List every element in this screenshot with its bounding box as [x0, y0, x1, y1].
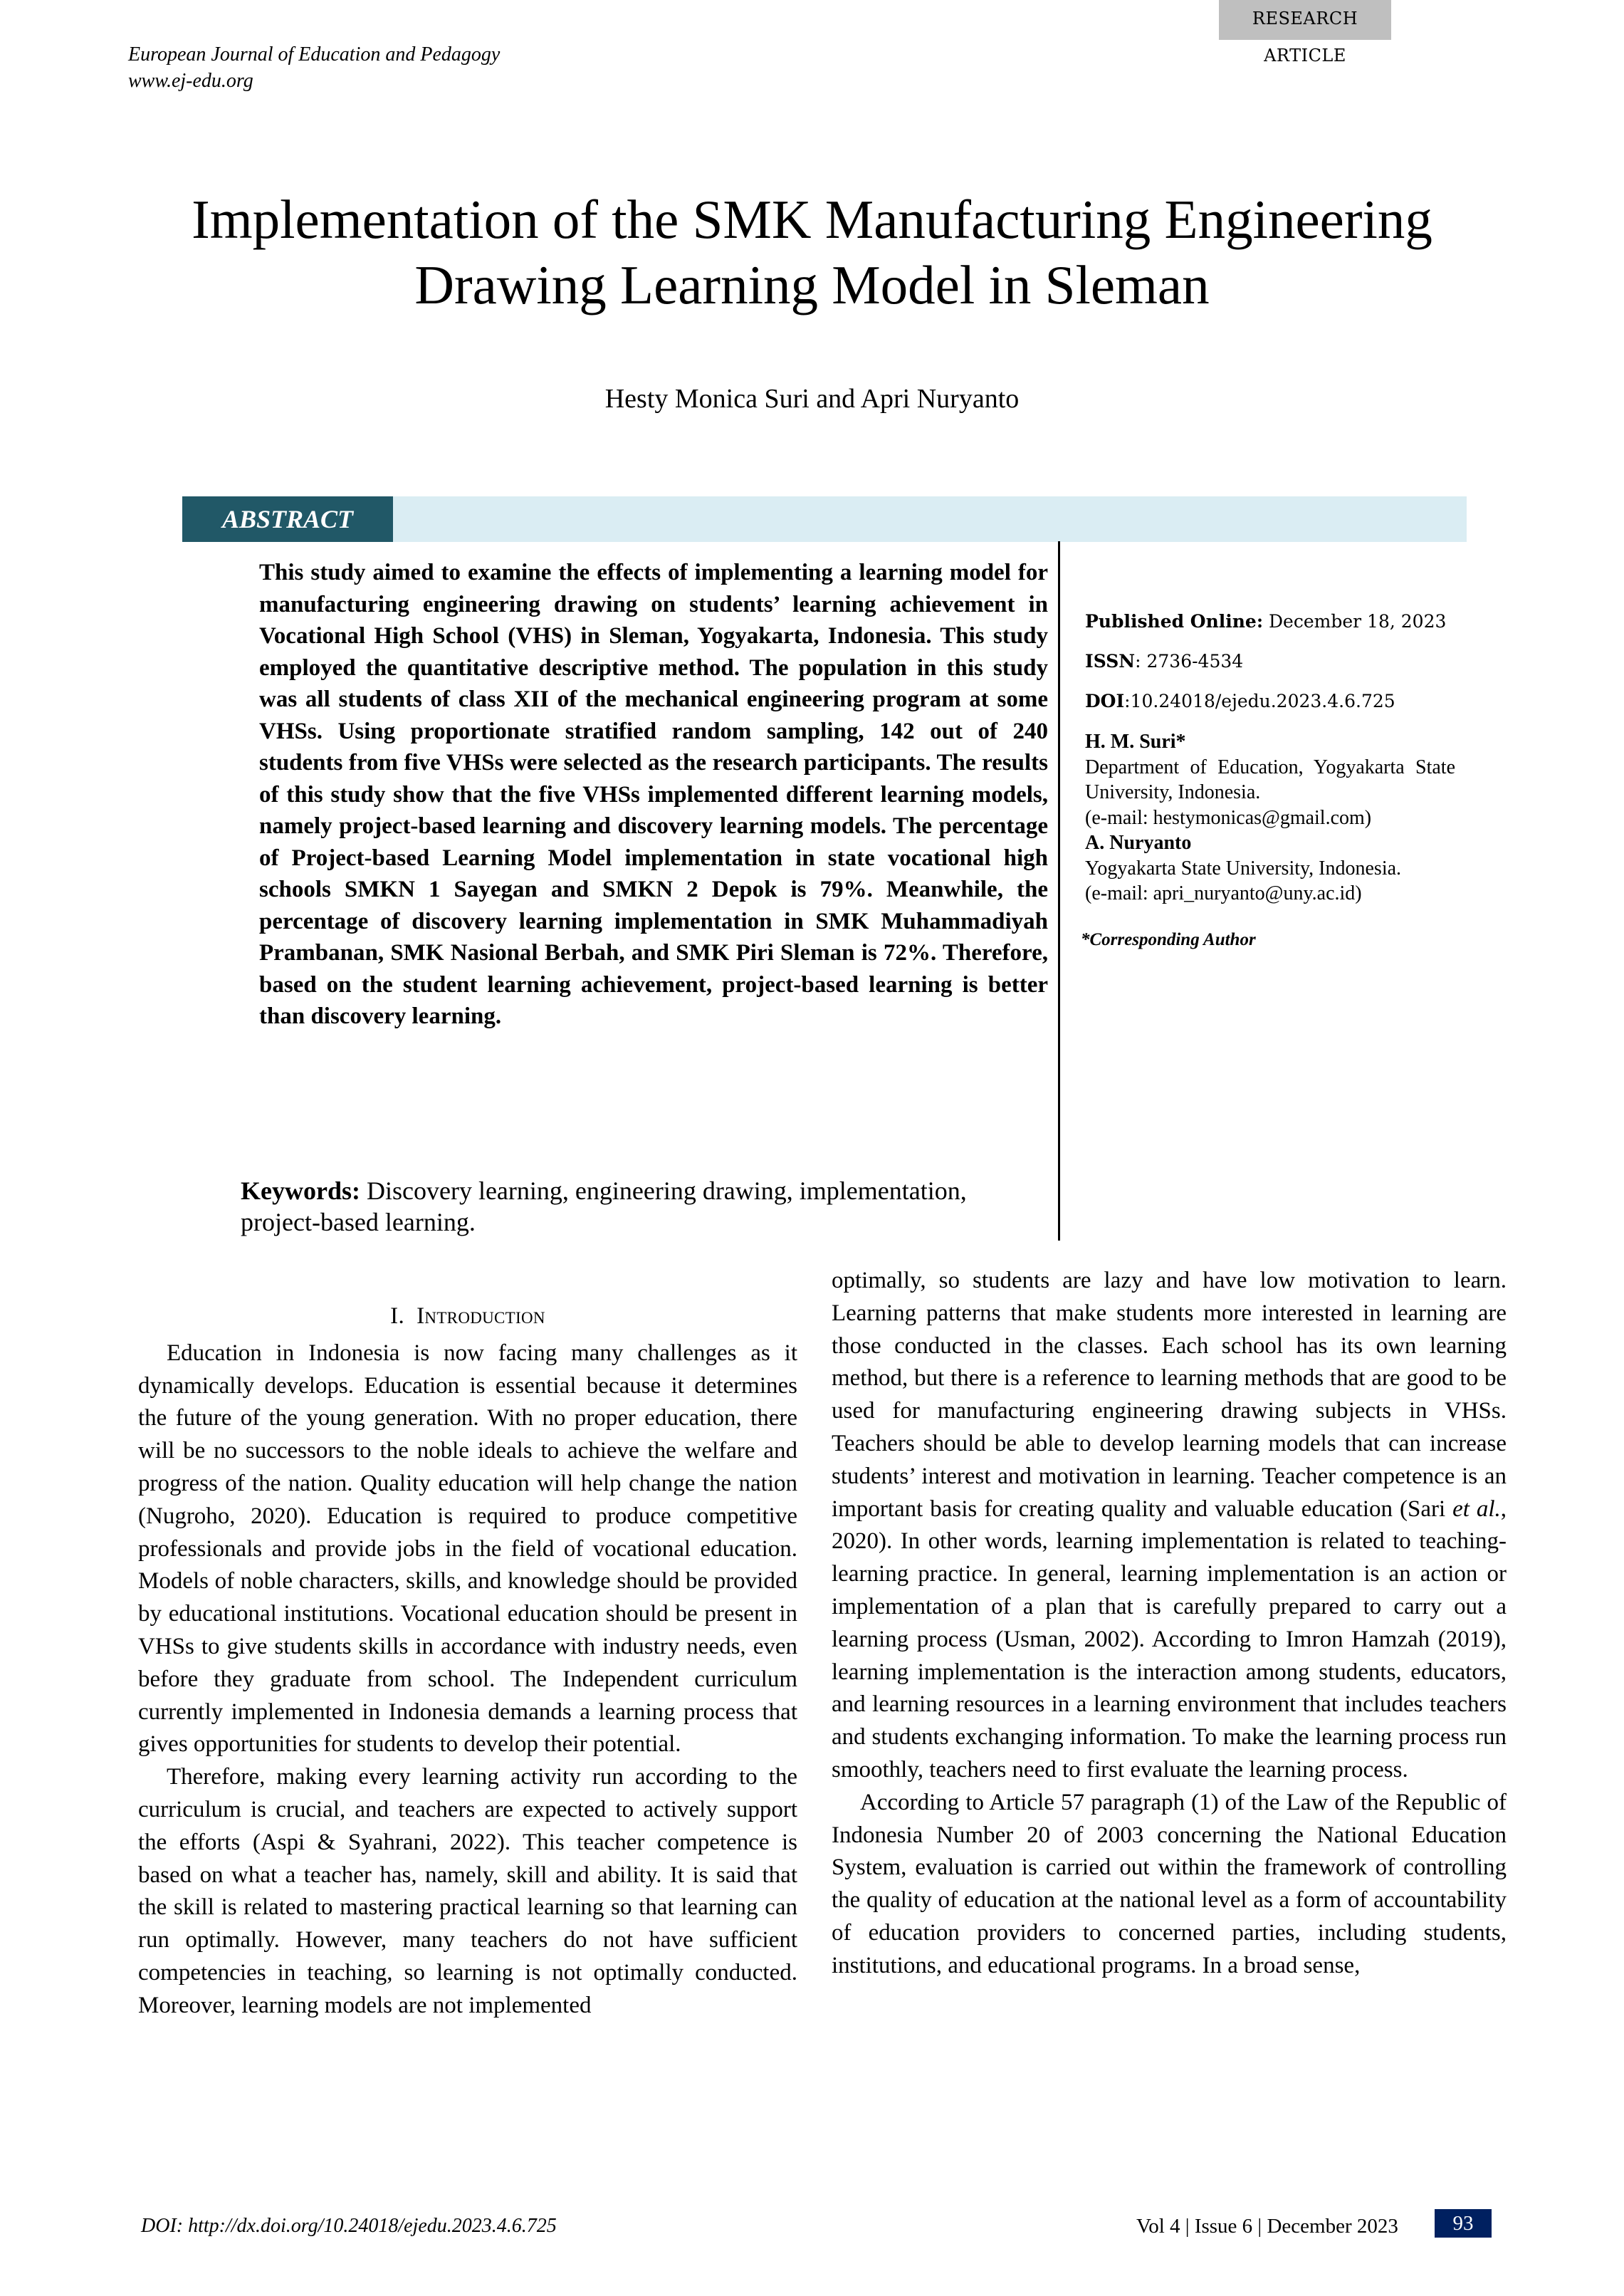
- paragraph: Therefore, making every learning activity run according to the curriculum is crucial, and teachers are expected to actively support the efforts (Aspi & Syahrani, 2022). This teacher competence is based on what a teacher has, namely, skill and ability. It is said that the skill is related to mastering practical learning so that learning can run optimally. However, many teachers do not have sufficient competencies in teaching, so learning is not optimally conducted. Moreover, learning models are not implemented: [138, 1764, 797, 2018]
- issn: [1085, 651, 1243, 672]
- author-1-name: H. M. Suri*: [1085, 731, 1186, 753]
- title-line-2: Drawing Learning Model in Sleman: [414, 254, 1210, 315]
- paragraph: Education in Indonesia is now facing many challenges as it dynamically develops. Education is essential because it determines the future of the young generation. With no proper education, there will be no successors to the noble ideals to achieve the welfare and progress of the nation. Quality education will help change the nation (Nugroho, 2020). Education is required to produce competitive professionals and provide jobs in the field of vocational education. Models of noble characters, skills, and knowledge should be provided by educational institutions. Vocational education should be present in VHSs to give students skills in accordance with industry needs, even before they graduate from school. The Independent curriculum currently implemented in Indonesia demands a learning process that gives opportunities for students to develop their potential.: [138, 1340, 797, 1758]
- page-number: 93: [1435, 2209, 1492, 2238]
- published-label: Published Online:: [1085, 611, 1264, 632]
- paragraph: According to Article 57 paragraph (1) of the Law of the Republic of Indonesia Number 20 of 2003 concerning the National Education System, evaluation is carried out within the framework of controlling the quality of education at the national level as a form of accountability of education providers to concerned parties, including students, institutions, and educational programs. In a broad sense,: [832, 1789, 1507, 1978]
- abstract-label: ABSTRACT: [182, 496, 393, 542]
- article-type-badge: RESEARCH ARTICLE: [1219, 0, 1391, 40]
- paragraph: [832, 1265, 1507, 1787]
- published-date: [1085, 611, 1446, 632]
- journal-name: European Journal of Education and Pedagogy: [128, 43, 501, 66]
- paragraph-text: , 2020). In other words, learning implementation is related to teaching-learning practice. In general, learning implementation is an action or implementation of a plan that is carefully prepared to carry out a learning process (Usman, 2002). According to Imron Hamzah (2019), learning implementation is the interaction among students, educators, and learning resources in a learning environment that includes teachers and students exchanging information. To make the learning process run smoothly, teachers need to first evaluate the learning process.: [832, 1496, 1507, 1783]
- footer-volume-info: Vol 4 | Issue 6 | December 2023: [1136, 2215, 1398, 2238]
- citation-et-al: et al.: [1452, 1496, 1501, 1522]
- doi-label: DOI: [1085, 691, 1125, 711]
- author-2-email[interactable]: (e-mail: apri_nuryanto@uny.ac.id): [1085, 882, 1362, 904]
- footer-doi-link[interactable]: DOI: http://dx.doi.org/10.24018/ejedu.2023.4.6.725: [141, 2215, 557, 2237]
- column-divider: [1058, 541, 1060, 1241]
- paragraph-text: optimally, so students are lazy and have low motivation to learn. Learning patterns that make students more interested in learning are those conducted in the classes. Each school has its own learning method, but there is a reference to learning methods that are good to be used for manufacturing engineering drawing subjects in VHSs. Teachers should be able to develop learning models that can increase students’ interest and motivation in learning. Teacher competence is an important basis for creating quality and valuable education (Sari: [832, 1268, 1507, 1522]
- keywords-text: Discovery learning, engineering drawing, implementation, project-based learning.: [241, 1176, 967, 1236]
- issn-value: : 2736-4534: [1135, 651, 1244, 672]
- title-line-1: Implementation of the SMK Manufacturing Engineering: [192, 189, 1432, 250]
- journal-url[interactable]: www.ej-edu.org: [128, 70, 253, 92]
- doi-value[interactable]: :10.24018/ejedu.2023.4.6.725: [1124, 691, 1395, 711]
- section-title: Introduction: [417, 1303, 545, 1329]
- author-2-dept: Yogyakarta State University, Indonesia.: [1085, 857, 1402, 880]
- doi: [1085, 691, 1395, 711]
- issn-label: ISSN: [1085, 651, 1136, 672]
- body-column-left: [138, 1300, 797, 2023]
- author-2-name: A. Nuryanto: [1085, 832, 1192, 854]
- author-list: Hesty Monica Suri and Apri Nuryanto: [604, 384, 1020, 414]
- abstract-text: This study aimed to examine the effects of implementing a learning model for manufacturing engineering drawing on students’ learning achievement in Vocational High School (VHS) in Sleman, Yogyakarta, Indonesia. This study employed the quantitative descriptive method. The population in this study was all students of class XII of the mechanical engineering program at some VHSs. Using proportionate stratified random sampling, 142 out of 240 students from five VHSs were selected as the research participants. The results of this study show that the five VHSs implemented different learning models, namely project-based learning and discovery learning models. The percentage of Project-based Learning Model implementation in state vocational high schools SMKN 1 Sayegan and SMKN 2 Depok is 79%. Meanwhile, the percentage of discovery learning implementation in SMK Muhammadiyah Prambanan, SMK Nasional Berbah, and SMK Piri Sleman is 72%. Therefore, based on the student learning achievement, project-based learning is better than discovery learning.: [259, 560, 1048, 1029]
- keywords-label: Keywords:: [241, 1176, 360, 1205]
- paper-title: [85, 187, 1539, 318]
- section-number: I.: [390, 1303, 405, 1329]
- journal-header: [128, 41, 500, 94]
- section-heading-introduction: [138, 1300, 797, 1333]
- author-affiliations: [1085, 729, 1455, 907]
- author-1-dept: Department of Education, Yogyakarta State University, Indonesia.: [1085, 756, 1455, 803]
- keywords: [241, 1175, 1038, 1238]
- body-column-right: [832, 1265, 1507, 1983]
- author-1-email[interactable]: (e-mail: hestymonicas@gmail.com): [1085, 806, 1372, 829]
- published-value: December 18, 2023: [1263, 611, 1447, 632]
- corresponding-author-note: *Corresponding Author: [1081, 930, 1256, 949]
